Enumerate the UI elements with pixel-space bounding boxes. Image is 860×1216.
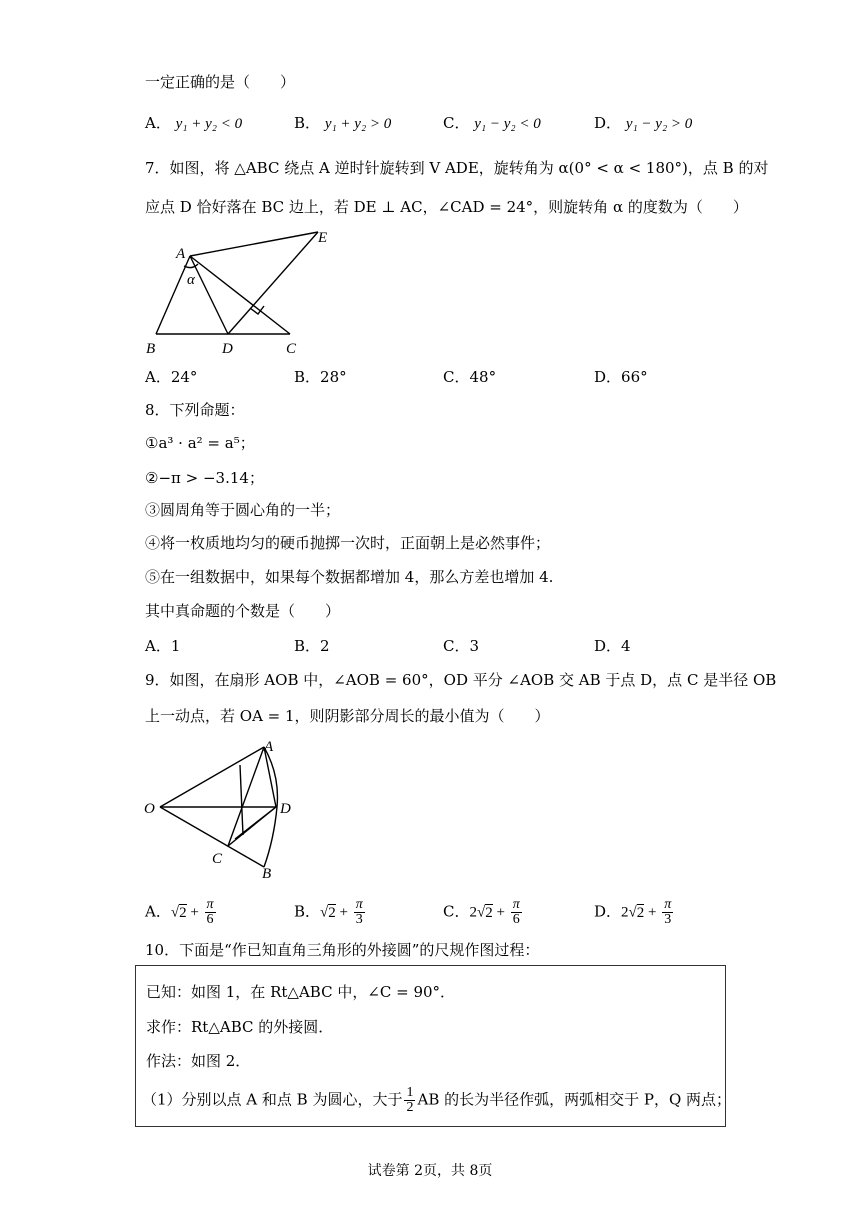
q8-item-4: ④将一枚质地均匀的硬币抛掷一次时，正面朝上是必然事件；: [145, 534, 551, 552]
q7-label-d: D: [222, 341, 233, 357]
q7-label-alpha: α: [187, 272, 195, 288]
q7-stem-line1: 7．如图，将 △ABC 绕点 A 逆时针旋转到 V ADE，旋转角为 α(0° < α < 180°)，点 B 的对: [145, 159, 769, 177]
q7-label-b: B: [146, 341, 156, 357]
q6-option-a: A． y₁ + y₂ < 0: [145, 114, 243, 132]
q10-method: 作法：如图 2．: [146, 1052, 251, 1070]
q7-stem-line2: 应点 D 恰好落在 BC 边上，若 DE ⊥ AC，∠CAD = 24°，则旋转角 α 的度数为（ ）: [145, 198, 748, 216]
q6-option-d: D． y₁ − y₂ > 0: [594, 114, 693, 132]
page-footer: 试卷第 2页，共 8页: [367, 1163, 493, 1179]
q9-figure: [140, 735, 300, 885]
q8-item-1: ①a³ · a² = a⁵；: [145, 434, 255, 452]
q8-option-d: D．4: [594, 637, 631, 655]
q7-label-e: E: [318, 230, 328, 246]
q9-label-c: C: [212, 851, 223, 867]
q6-option-c: C． y₁ − y₂ < 0: [443, 114, 541, 132]
q8-option-b: B．2: [294, 637, 330, 655]
q6-option-b: B． y₁ + y₂ > 0: [294, 114, 392, 132]
q8-stem: 8．下列命题：: [145, 401, 245, 419]
q9-option-a: A．√2 + $\frac{\pi}{6}$: [145, 897, 214, 927]
q10-construction-box: [135, 965, 732, 1127]
q9-option-c: C．2√2 + $\frac{\pi}{6}$: [443, 897, 520, 927]
q8-option-a: A．1: [145, 637, 181, 655]
q9-label-b: B: [262, 866, 272, 882]
q9-option-d: D．2√2 + $\frac{\pi}{3}$: [594, 897, 672, 927]
q9-stem-line1: 9．如图，在扇形 AOB 中，∠AOB = 60°，OD 平分 ∠AOB 交 AB 于点 D，点 C 是半径 OB: [145, 671, 777, 689]
q10-stem: 10．下面是“作已知直角三角形的外接圆”的尺规作图过程：: [145, 941, 540, 959]
q8-item-2: ②−π > −3.14；: [145, 469, 264, 487]
q8-option-c: C．3: [443, 637, 480, 655]
q8-question: 其中真命题的个数是（ ）: [145, 602, 341, 620]
q10-find: 求作：Rt△ABC 的外接圆．: [146, 1018, 334, 1036]
q8-item-3: ③圆周角等于圆心角的一半；: [145, 501, 341, 519]
q10-step1: （1）分别以点 A 和点 B 为圆心，大于 $\frac{1}{2}$ AB 的长为半径作弧，两弧相交于 P，Q 两点；: [142, 1085, 732, 1115]
q7-option-c: C．48°: [443, 368, 497, 386]
q7-label-c: C: [286, 341, 297, 357]
q9-option-b: B．√2 + $\frac{\pi}{3}$: [294, 897, 363, 927]
q7-label-a: A: [176, 246, 186, 262]
q8-item-5: ⑤在一组数据中，如果每个数据都增加 4，那么方差也增加 4.: [145, 568, 554, 586]
q9-label-a: A: [264, 739, 274, 755]
q7-option-d: D．66°: [594, 368, 648, 386]
q9-label-d: D: [280, 801, 291, 817]
q7-option-b: B．28°: [294, 368, 347, 386]
q7-figure: [140, 222, 340, 362]
q7-option-a: A．24°: [145, 368, 198, 386]
q9-stem-line2: 上一动点，若 OA = 1，则阴影部分周长的最小值为（ ）: [145, 707, 550, 725]
q10-given: 已知：如图 1，在 Rt△ABC 中，∠C = 90°．: [146, 983, 456, 1001]
q6-tail: 一定正确的是（ ）: [145, 73, 296, 91]
q9-label-o: O: [144, 801, 155, 817]
